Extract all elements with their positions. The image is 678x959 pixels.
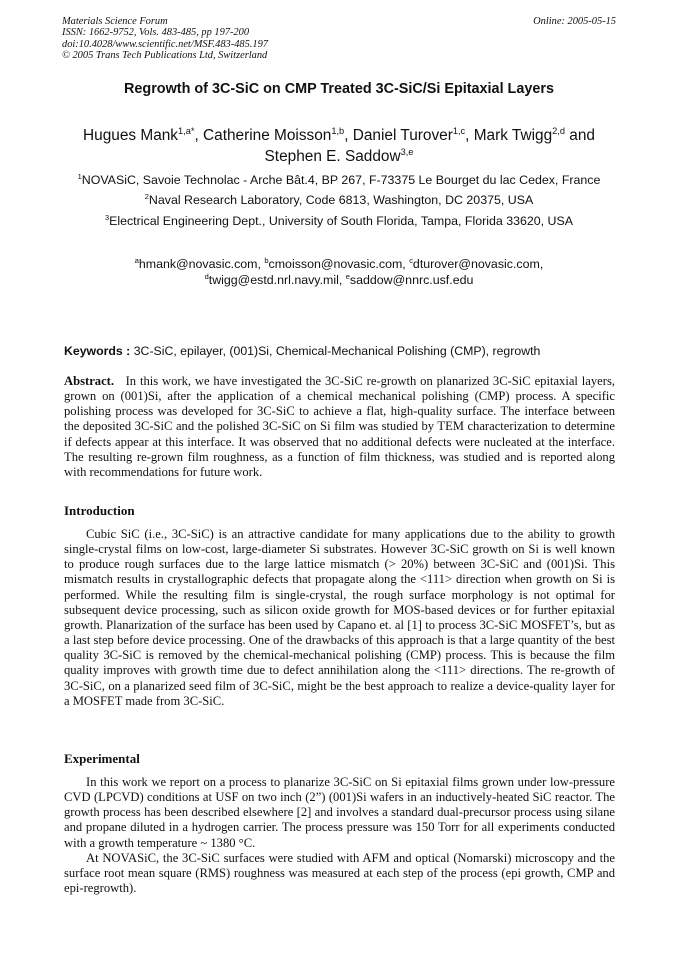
paragraph: In this work we report on a process to planarize 3C-SiC on Si epitaxial films grown under low-pressure CVD (LPCVD) conditions at USF on two inch (2”) (001)Si wafers in an inductively-heated SiC reactor. The growth process has been described elsewhere [2] and involves a standard dual-precursor process using silane and propane diluted in a hydrogen carrier. The process pressure was 150 Torr for all experiments conducted with a growth temperature ~ 1380 °C. <box>64 775 615 850</box>
affiliation-3 <box>20 213 658 229</box>
abstract-label: Abstract. <box>64 374 115 388</box>
affiliation-sup: 2 <box>144 191 149 201</box>
affiliation-2 <box>20 192 658 208</box>
author-sup: 1,c <box>452 125 466 136</box>
author-list: Hugues Mank$^{1,a*}$, Catherine Moisson$^{1,b}$, Daniel Turover$^{1,c}$, Mark Twigg$^{2,d}$ and Stephen E. Saddow$^{3,e}$ <box>83 125 595 165</box>
author-name: Catherine Moisson <box>203 127 332 144</box>
email-sup: c <box>409 255 413 265</box>
email-sup: a <box>134 255 139 265</box>
author-sup: 1,b <box>331 125 345 136</box>
introduction-body <box>64 527 615 709</box>
online-date: Online: 2005-05-15 <box>533 16 616 27</box>
keywords-label: Keywords : <box>64 344 131 358</box>
email-list <box>20 257 658 288</box>
affiliation-1 <box>20 172 658 188</box>
author-name: Mark Twigg <box>473 127 553 144</box>
experimental-body <box>64 775 615 896</box>
journal-header <box>62 16 616 62</box>
email-address[interactable]: dturover@novasic.com, <box>412 257 544 271</box>
affiliation-text: Electrical Engineering Dept., University of South Florida, Tampa, Florida 33620, USA <box>109 214 574 228</box>
affiliation-text: Naval Research Laboratory, Code 6813, Washington, DC 20375, USA <box>148 193 534 207</box>
email-sup: d <box>204 271 209 281</box>
affiliation-sup: 1 <box>77 171 82 181</box>
email-address[interactable]: twigg@estd.nrl.navy.mil, <box>208 272 343 287</box>
author-name: Hugues Mank <box>83 127 179 144</box>
author-name: Stephen E. Saddow <box>264 148 401 165</box>
email-sup: b <box>264 255 269 265</box>
email-address[interactable]: cmoisson@novasic.com, <box>268 257 406 271</box>
author-sup: 1,a* <box>178 125 195 136</box>
author-name: Daniel Turover <box>352 127 453 144</box>
copyright-line: © 2005 Trans Tech Publications Ltd, Switzerland <box>62 50 268 62</box>
journal-name: Materials Science Forum <box>62 16 168 27</box>
abstract <box>64 374 615 480</box>
paragraph: At NOVASiC, the 3C-SiC surfaces were studied with AFM and optical (Nomarski) microscopy and the surface root mean square (RMS) roughness was measured at each step of the process (epi growth, CMP and epi-regrowth). <box>64 850 615 896</box>
paragraph: Cubic SiC (i.e., 3C-SiC) is an attractive candidate for many applications due to the ability to growth single-crystal films on low-cost, large-diameter Si substrates. However 3C-SiC growth on Si is well known to produce rough surfaces due to the large lattice mismatch (> 20%) between 3C-SiC and (001)Si. This mismatch results in crystallographic defects that propagate along the <111> direction when growth on Si is performed. While the resulting film is single-crystal, the rough surface morphology is not optimal for subsequent device processing, such as silicon oxide growth for MOS-based devices or for further epitaxial growth. Planarization of the surface has been used by Capano et. al [1] to process 3C-SiC MOSFET’s, but as a last step before device processing. One of the drawbacks of this approach is that a large quantity of the best quality 3C-SiC is removed by the chemical-mechanical polishing (CMP) process. This is because the film quality improves with growth time due to defect annihilation along the <111> directions. The re-growth of 3C-SiC, on a planarized seed film of 3C-SiC, might be the best approach to realize a device-quality layer for a MOSFET made from 3C-SiC. <box>64 527 615 708</box>
section-heading-introduction: Introduction <box>64 503 135 518</box>
email-address[interactable]: hmank@novasic.com, <box>138 257 261 271</box>
doi-line: doi:10.4028/www.scientific.net/MSF.483-485.197 <box>62 38 268 50</box>
abstract-text: In this work, we have investigated the 3C-SiC re-growth on planarized 3C-SiC epitaxial layers, grown on (001)Si, after the application of a chemical mechanical polishing (CMP) process. A specific polishing process was developed for 3C-SiC to achieve a flat, high-quality surface. The interface between the deposited 3C-SiC and the polished 3C-SiC on Si film was studied by TEM characterization to determine if defects appear at this interface. It was observed that no additional defects were nucleated at the interface. The resulting re-grown film roughness, as a function of film thickness, was studied and is reported along with recommendations for future work. <box>64 374 615 479</box>
author-sup: 2,d <box>552 125 565 136</box>
paper-title: Regrowth of 3C-SiC on CMP Treated 3C-SiC/Si Epitaxial Layers <box>124 81 554 97</box>
affiliation-text: NOVASiC, Savoie Technolac - Arche Bât.4, BP 267, F-73375 Le Bourget du lac Cedex, France <box>81 173 601 187</box>
keywords <box>64 344 624 358</box>
author-conjunction: and <box>569 127 595 144</box>
keywords-text: 3C-SiC, epilayer, (001)Si, Chemical-Mechanical Polishing (CMP), regrowth <box>133 344 541 358</box>
email-address[interactable]: saddow@nnrc.usf.edu <box>349 272 474 287</box>
section-heading-experimental: Experimental <box>64 751 140 766</box>
email-sup: e <box>345 271 350 281</box>
author-sup: 3,e <box>400 146 414 157</box>
affiliation-sup: 3 <box>104 212 110 222</box>
issn-line: ISSN: 1662-9752, Vols. 483-485, pp 197-200 <box>62 27 250 39</box>
